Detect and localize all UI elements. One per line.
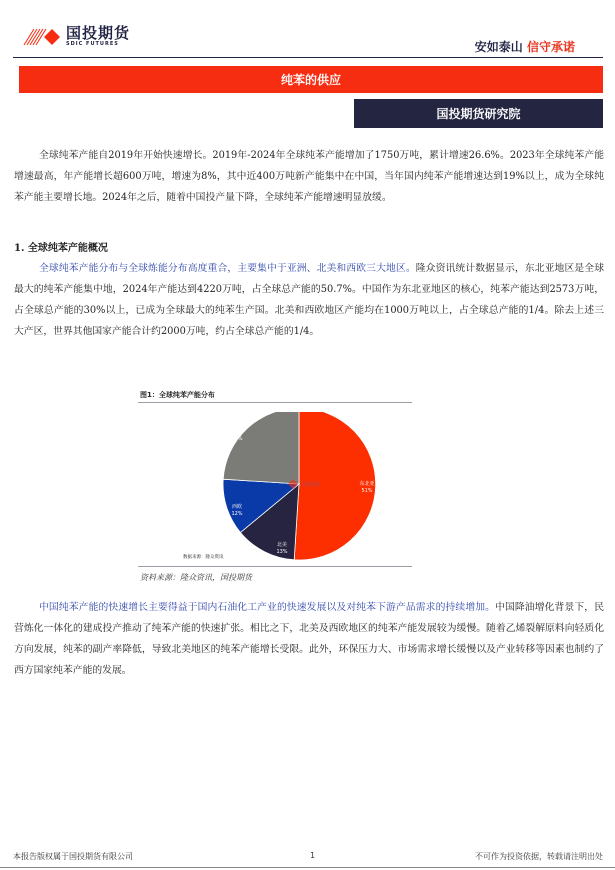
intro-paragraph: 全球纯苯产能自2019年开始快速增长。2019年-2024年全球纯苯产能增加了1750万吨，累计增速26.6%。2023年全球纯苯产能增速最高，年产能增长超600万吨，增速为8%，其中近400万吨新产能集中在中国，当年国内纯苯产能增速达到19%以上，成为全球纯苯产能主要增长地。2024年之后，随着中国投产量下降，全球纯苯产能增速明显放缓。	[14, 150, 604, 203]
section2-highlight: 中国纯苯产能的快速增长主要得益于国内石油化工产业的快速发展以及对纯苯下游产品需求的持续增加。	[39, 602, 496, 613]
logo-mark-icon	[22, 27, 62, 47]
footer-divider	[0, 867, 615, 868]
slogan	[475, 38, 575, 55]
section1-paragraph	[14, 258, 604, 342]
svg-text:西欧: 西欧	[231, 504, 243, 510]
svg-text:13%: 13%	[276, 549, 288, 555]
slogan-part2: 信守承诺	[526, 40, 575, 54]
svg-text:其他: 其他	[231, 429, 243, 435]
header-divider	[13, 57, 603, 58]
logo-cn-text: 国投期货	[66, 24, 131, 42]
svg-text:12%: 12%	[231, 511, 243, 517]
footer-disclaimer: 不可作为投资依据，转载请注明出处	[475, 852, 603, 861]
svg-text:国投期货: 国投期货	[301, 482, 322, 488]
svg-text:东北亚: 东北亚	[359, 481, 375, 487]
pie-chart	[219, 412, 379, 562]
svg-text:51%: 51%	[361, 488, 373, 494]
figure-title: 图1：全球纯苯产能分布	[140, 391, 215, 399]
company-logo	[22, 26, 130, 47]
section-heading: 1. 全球纯苯产能概况	[14, 243, 108, 254]
slogan-part1: 安如泰山	[474, 40, 523, 54]
svg-text:北美: 北美	[276, 542, 288, 548]
section1-highlight: 全球纯苯产能分布与全球炼能分布高度重合，主要集中于亚洲、北美和西欧三大地区。	[39, 263, 416, 274]
page-number: 1	[310, 851, 316, 860]
figure-bottom-rule	[138, 566, 412, 567]
figure-inner-source: 数据来源：隆众资讯	[183, 555, 224, 560]
section-banner	[19, 66, 603, 93]
institute-label: 国投期货研究院	[436, 107, 521, 121]
section2-body: 中国降油增化背景下，民营炼化一体化的建成投产推动了纯苯产能的快速扩张。相比之下，北美及西欧地区的纯苯产能发展较为缓慢。随着乙烯裂解原料向轻质化方向发展，纯苯的副产率降低，导致北美地区的纯苯产能增长受限。此外，环保压力大、市场需求增长缓慢以及产业转移等因素也制约了西方国家纯苯产能的发展。	[14, 602, 605, 676]
institute-badge	[354, 99, 603, 128]
section2-paragraph	[14, 597, 604, 681]
figure-source: 资料来源：隆众资讯，国投期货	[140, 573, 252, 582]
figure-top-rule	[138, 402, 412, 403]
footer-copyright: 本报告版权属于国投期货有限公司	[13, 852, 133, 861]
svg-text:24%: 24%	[231, 436, 243, 442]
banner-title: 纯苯的供应	[280, 73, 341, 87]
pie-slice-other	[223, 412, 299, 484]
section1-body: 隆众资讯统计数据显示，东北亚地区是全球最大的纯苯产能集中地，2024年产能达到4220万吨，占全球总产能的50.7%。中国作为东北亚地区的核心，纯苯产能达到2573万吨，占全球总产能的30%以上，已成为全球最大的纯苯生产国。北美和西欧地区产能均在1000万吨以上，占全球总产能的1/4。除去上述三大产区，世界其他国家产能合计约2000万吨，约占全球总产能的1/4。	[14, 263, 605, 337]
logo-en-text: SDIC FUTURES	[66, 41, 119, 47]
